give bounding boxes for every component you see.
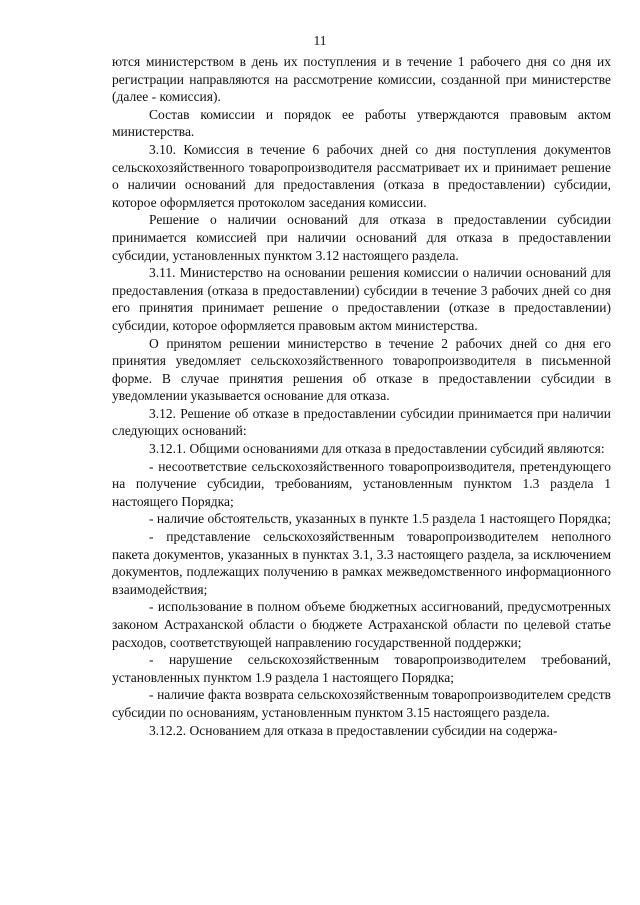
paragraph: Состав комиссии и порядок ее работы утверждаются правовым актом министерства. (112, 106, 611, 140)
paragraph: Решение о наличии оснований для отказа в предоставлении субсидии принимается комиссией при наличии оснований для отказа в предоставлении субсидии, установленных пунктом 3.12 настоящего раздела. (112, 212, 611, 263)
list-item: - представление сельскохозяйственным товаропроизводителем неполного пакета документов, указанных в пунктах 3.1, 3.3 настоящего раздела, за исключением документов, подлежащих получению в рамках межведомственного информационного взаимодействия; (112, 529, 611, 597)
list-item: - наличие обстоятельств, указанных в пункте 1.5 раздела 1 настоящего Порядка; (149, 511, 611, 527)
list-item: - использование в полном объеме бюджетных ассигнований, предусмотренных законом Астраханской области о бюджете Астраханской области по целевой статье расходов, соответствующей направлению государственной поддержки; (112, 599, 611, 650)
page-number: 11 (313, 33, 327, 48)
list-item: - наличие факта возврата сельскохозяйственным товаропроизводителем средств субсидии по основаниям, установленным пунктом 3.15 настоящего раздела. (112, 687, 611, 720)
list-item: - несоответствие сельскохозяйственного товаропроизводителя, претендующего на получение субсидии, требованиям, установленным пунктом 1.3 раздела 1 настоящего Порядка; (112, 458, 611, 509)
paragraph-3-12: 3.12. Решение об отказе в предоставлении субсидии принимается при наличии следующих оснований: (112, 405, 611, 439)
paragraph-3-12-1: 3.12.1. Общими основаниями для отказа в предоставлении субсидий являются: (149, 441, 605, 457)
paragraph-3-12-2: 3.12.2. Основанием для отказа в предоставлении субсидии на содержа- (149, 722, 558, 738)
paragraph: О принятом решении министерство в течение 2 рабочих дней со дня его принятия уведомляет сельскохозяйственного товаропроизводителя в письменной форме. В случае принятия решения об отказе в предоставлении субсидии в уведомлении указывается основание для отказа. (112, 335, 611, 404)
paragraph-3-11: 3.11. Министерство на основании решения комиссии о наличии оснований для предоставления (отказа в предоставлении) субсидии в течение 3 рабочих дней со дня его принятия принимает решение о предоставлении (отказе в предоставлении) субсидии, которое оформляется правовым актом министерства. (112, 265, 611, 333)
paragraph-continuation: ются министерством в день их поступления и в течение 1 рабочего дня со дня их регистрации направляются на рассмотрение комиссии, созданной при министерстве (далее - комиссия). (112, 54, 611, 105)
document-body (112, 53, 611, 739)
paragraph-3-10: 3.10. Комиссия в течение 6 рабочих дней со дня поступления документов сельскохозяйственного товаропроизводителя рассматривает их и принимает решение о наличии оснований для предоставления (отказа в предоставлении) субсидии, которое оформляется протоколом заседания комиссии. (112, 141, 611, 210)
list-item: - нарушение сельскохозяйственным товаропроизводителем требований, установленных пунктом 1.9 раздела 1 настоящего Порядка; (112, 652, 611, 685)
